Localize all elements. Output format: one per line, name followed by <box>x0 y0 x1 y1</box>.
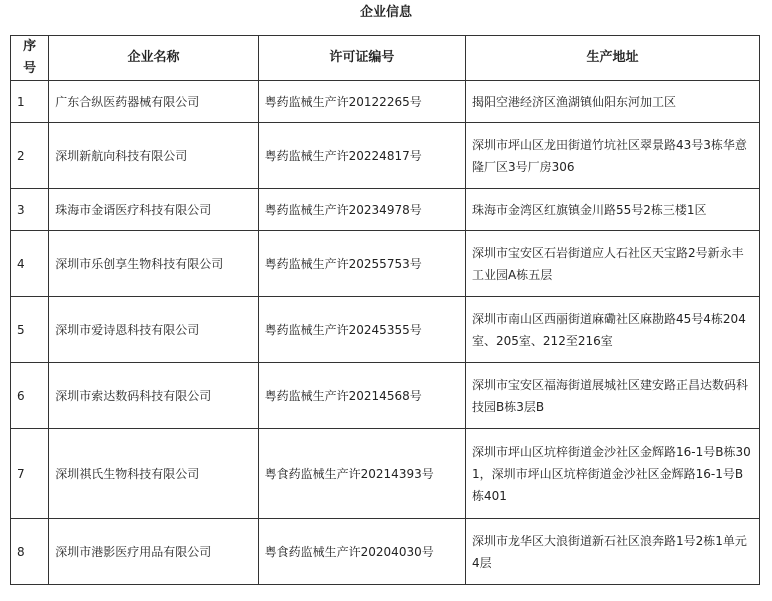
page-title: 企业信息 <box>359 5 412 20</box>
cell-license-number: 粤药监械生产许20224817号 <box>258 123 465 189</box>
cell-company-name: 深圳市爱诗恩科技有限公司 <box>49 297 258 363</box>
cell-production-address: 揭阳空港经济区渔湖镇仙阳东河加工区 <box>466 81 760 123</box>
cell-license-number: 粤食药监械生产许20204030号 <box>258 519 465 585</box>
cell-license-number: 粤药监械生产许20255753号 <box>258 231 465 297</box>
cell-license-number: 粤药监械生产许20122265号 <box>258 81 465 123</box>
cell-seq: 6 <box>11 363 49 429</box>
header-license-number: 许可证编号 <box>258 36 465 81</box>
cell-company-name: 深圳新航向科技有限公司 <box>49 123 258 189</box>
cell-production-address: 深圳市南山区西丽街道麻磡社区麻勘路45号4栋204室、205室、212至216室 <box>466 297 760 363</box>
cell-production-address: 深圳市龙华区大浪街道新石社区浪奔路1号2栋1单元4层 <box>466 519 760 585</box>
cell-seq: 7 <box>11 429 49 519</box>
cell-seq: 1 <box>11 81 49 123</box>
table-row <box>11 519 760 585</box>
table-row <box>11 189 760 231</box>
table-row <box>11 363 760 429</box>
table-row <box>11 429 760 519</box>
cell-company-name: 深圳市索达数码科技有限公司 <box>49 363 258 429</box>
cell-company-name: 珠海市金谞医疗科技有限公司 <box>49 189 258 231</box>
table-row <box>11 81 760 123</box>
header-company-name: 企业名称 <box>49 36 258 81</box>
cell-license-number: 粤药监械生产许20214568号 <box>258 363 465 429</box>
cell-license-number: 粤药监械生产许20234978号 <box>258 189 465 231</box>
header-production-address: 生产地址 <box>466 36 760 81</box>
cell-seq: 4 <box>11 231 49 297</box>
cell-seq: 3 <box>11 189 49 231</box>
cell-production-address: 深圳市宝安区福海街道展城社区建安路正昌达数码科技园B栋3层B <box>466 363 760 429</box>
cell-production-address: 珠海市金湾区红旗镇金川路55号2栋三楼1区 <box>466 189 760 231</box>
table-row <box>11 297 760 363</box>
cell-seq: 8 <box>11 519 49 585</box>
cell-license-number: 粤药监械生产许20245355号 <box>258 297 465 363</box>
cell-company-name: 深圳祺氏生物科技有限公司 <box>49 429 258 519</box>
cell-company-name: 深圳市港影医疗用品有限公司 <box>49 519 258 585</box>
cell-license-number: 粤食药监械生产许20214393号 <box>258 429 465 519</box>
table-header-row <box>11 36 760 81</box>
cell-seq: 2 <box>11 123 49 189</box>
cell-production-address: 深圳市宝安区石岩街道应人石社区天宝路2号新永丰工业园A栋五层 <box>466 231 760 297</box>
table-row <box>11 231 760 297</box>
table-row <box>11 123 760 189</box>
header-seq: 序号 <box>11 36 49 81</box>
cell-company-name: 深圳市乐创享生物科技有限公司 <box>49 231 258 297</box>
cell-production-address: 深圳市坪山区龙田街道竹坑社区翠景路43号3栋华意隆厂区3号厂房306 <box>466 123 760 189</box>
cell-company-name: 广东合纵医药器械有限公司 <box>49 81 258 123</box>
cell-production-address: 深圳市坪山区坑梓街道金沙社区金辉路16-1号B栋301，深圳市坪山区坑梓街道金沙社区金辉路16-1号B栋401 <box>466 429 760 519</box>
cell-seq: 5 <box>11 297 49 363</box>
enterprise-info-table <box>10 35 760 585</box>
